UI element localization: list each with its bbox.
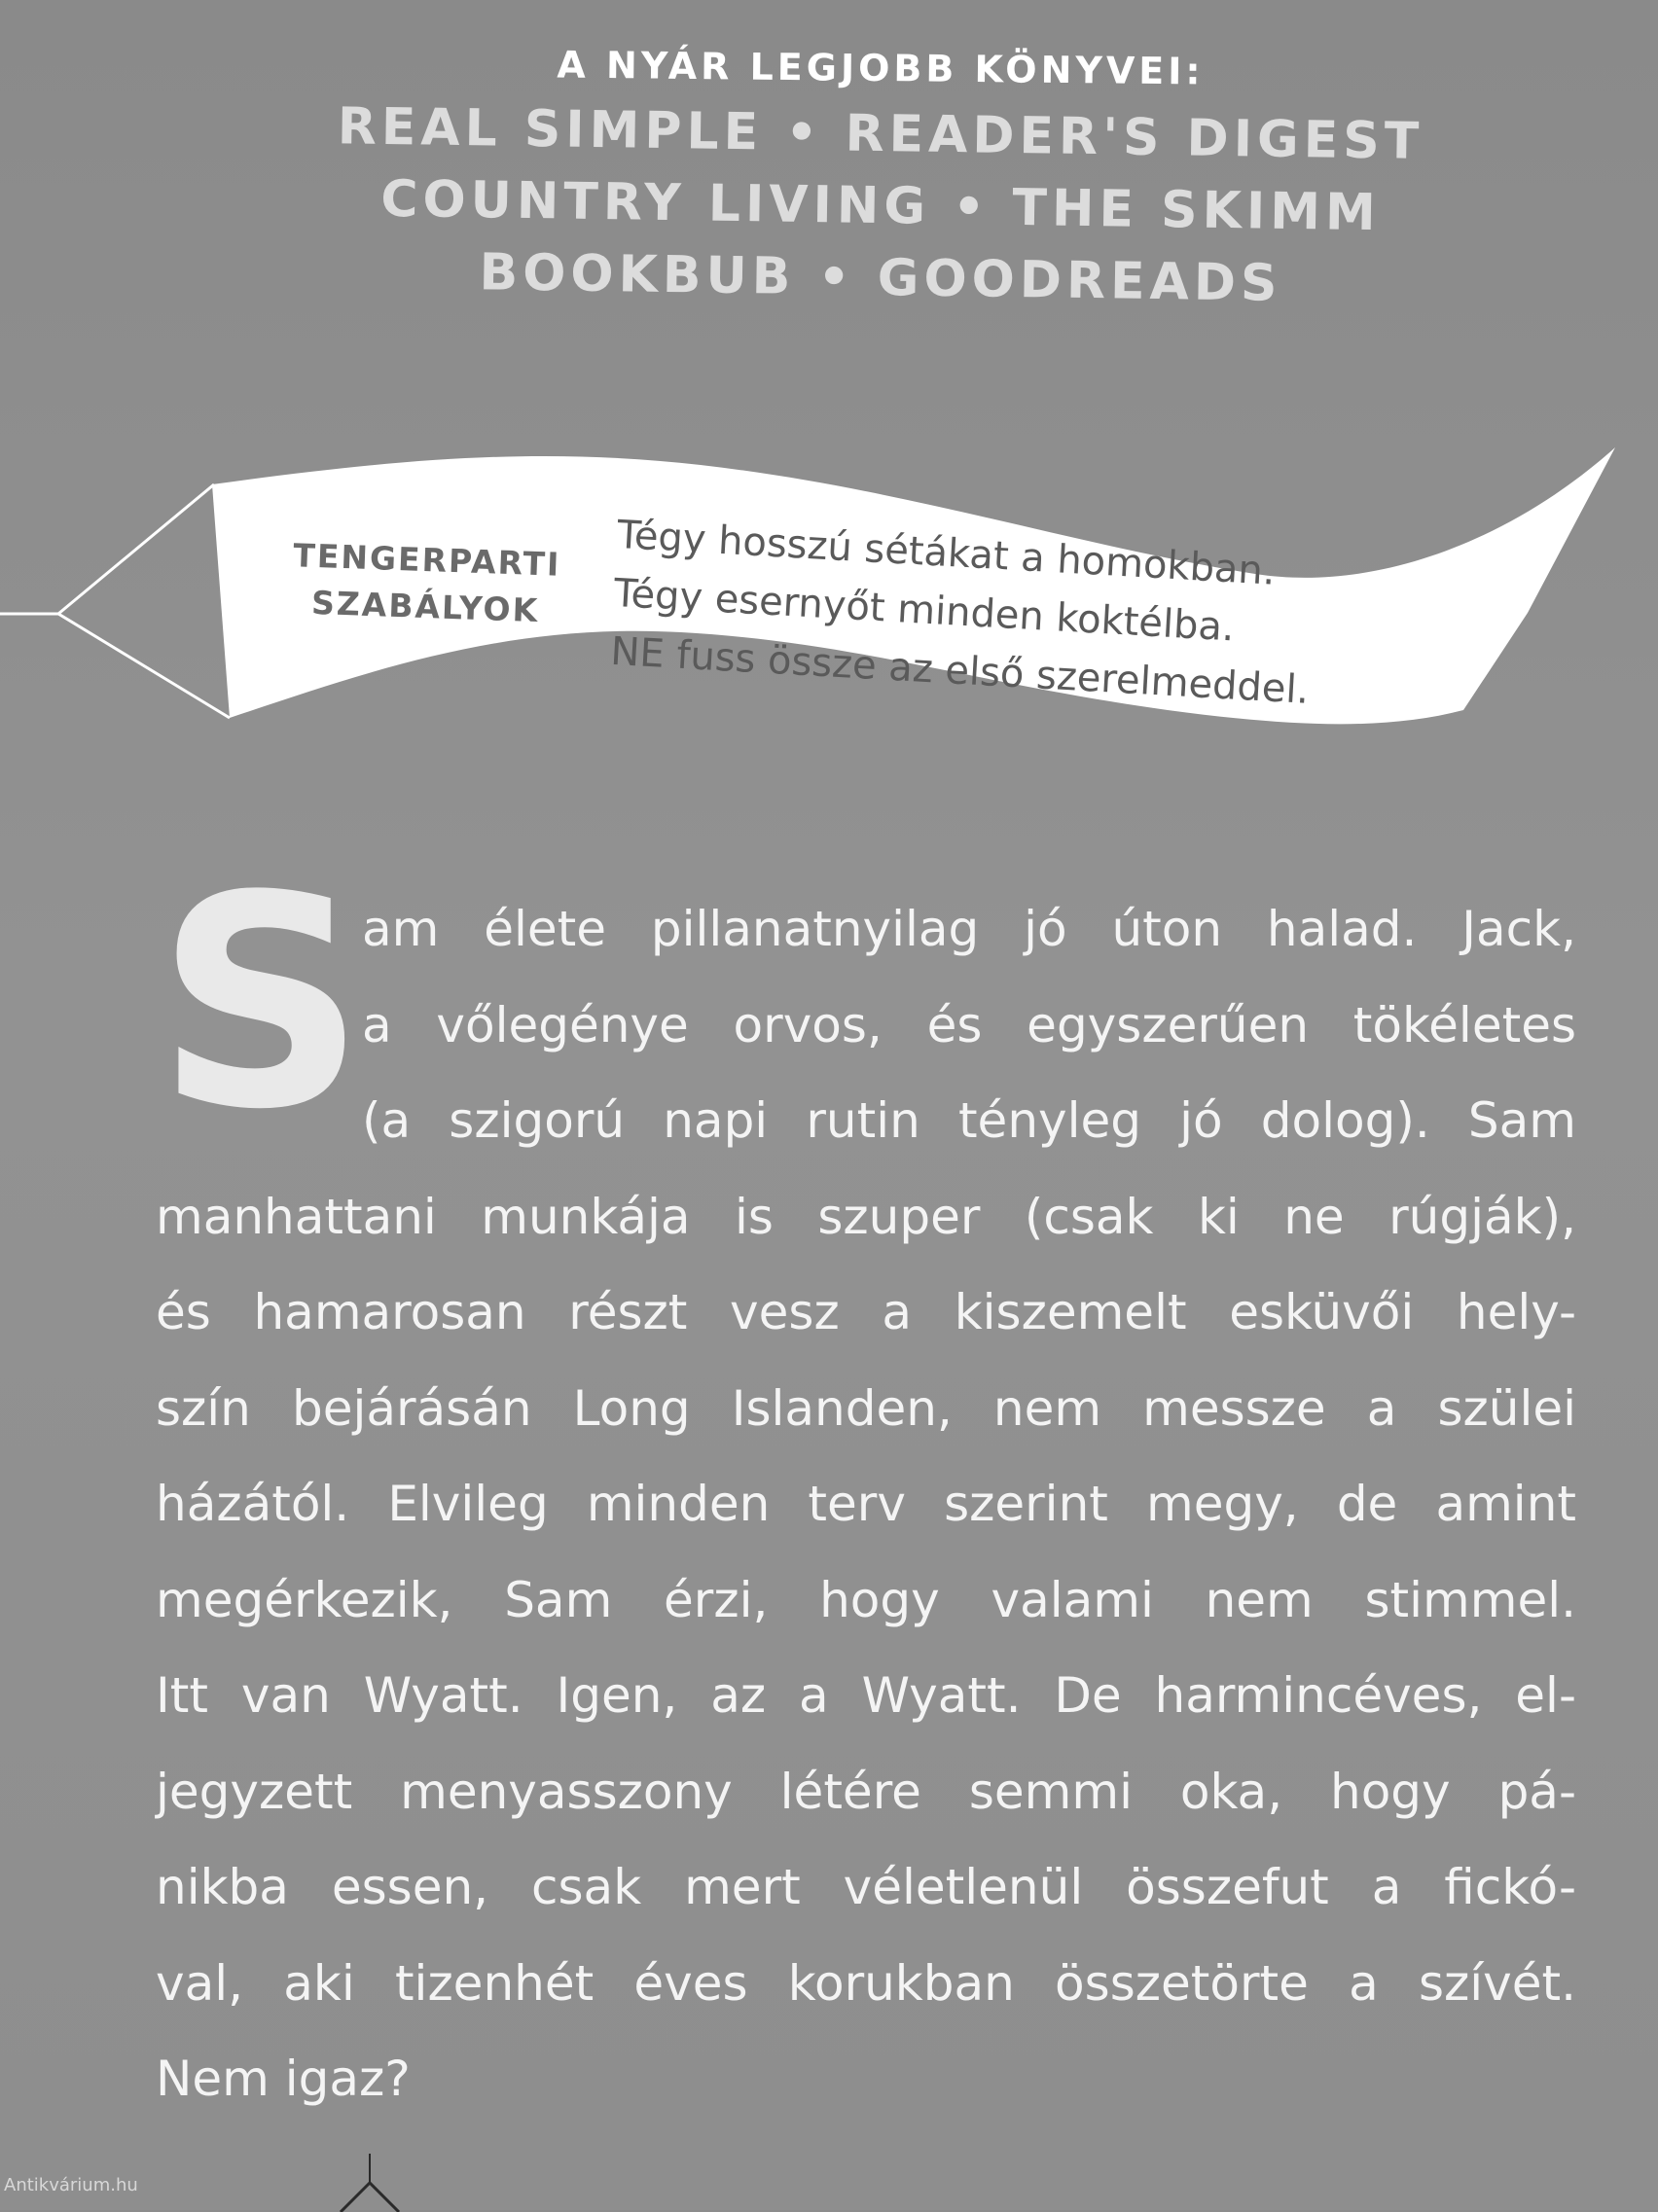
praise-block [331,43,1430,321]
watermark: Antikvárium.hu [4,2175,138,2195]
banner-rule: NE fuss össze az első szerelmeddel. [609,628,1311,713]
banner-string [58,484,214,614]
ornament-icon [331,2154,409,2212]
blurb-line: és hamarosan részt vesz a kiszemelt esküvői hely- [156,1284,1576,1340]
blurb-line: jegyzett menyasszony létére semmi oka, hogy pá- [156,1763,1576,1820]
blurb-text [156,881,1576,2127]
blurb-line: nikba essen, csak mert véletlenül összefut a fickó- [156,1859,1576,1915]
praise-line: BOOKBUB • GOODREADS [479,243,1282,313]
blurb-line: (a szigorú napi rutin tényleg jó dolog). Sam [362,1092,1576,1149]
blurb-line: manhattani munkája is szuper (csak ki ne rúgják), [156,1188,1576,1245]
blurb-line: val, aki tizenhét éves korukban összetörte a szívét. [156,1954,1576,2012]
banner-title-line: TENGERPARTI [292,536,562,584]
blurb-line: a vőlegénye orvos, és egyszerűen tökéletes [362,996,1576,1053]
praise-line: COUNTRY LIVING • THE SKIMM [379,169,1382,243]
banner-string [58,614,230,718]
banner-title [269,531,583,635]
drop-cap: S [156,834,367,1173]
blurb-line: házától. Elvileg minden terv szerint megy, de amint [156,1476,1576,1532]
praise-line: REAL SIMPLE • READER'S DIGEST [337,97,1424,171]
blurb-line: megérkezik, Sam érzi, hogy valami nem stimmel. [156,1571,1576,1628]
banner-rule: Tégy esernyőt minden koktélba. [612,570,1236,651]
banner-title-line: SZABÁLYOK [310,583,540,630]
banner-rule: Tégy hosszú sétákat a homokban. [616,512,1277,594]
blurb-line: szín bejárásán Long Islanden, nem messze a szülei [156,1379,1576,1437]
blurb-line: Nem igaz? [156,2051,411,2107]
blurb-line: am élete pillanatnyilag jó úton halad. Jack, [362,901,1576,957]
blurb-line: Itt van Wyatt. Igen, az a Wyatt. De harmincéves, el- [156,1667,1576,1724]
praise-heading: A NYÁR LEGJOBB KÖNYVEI: [557,43,1205,93]
